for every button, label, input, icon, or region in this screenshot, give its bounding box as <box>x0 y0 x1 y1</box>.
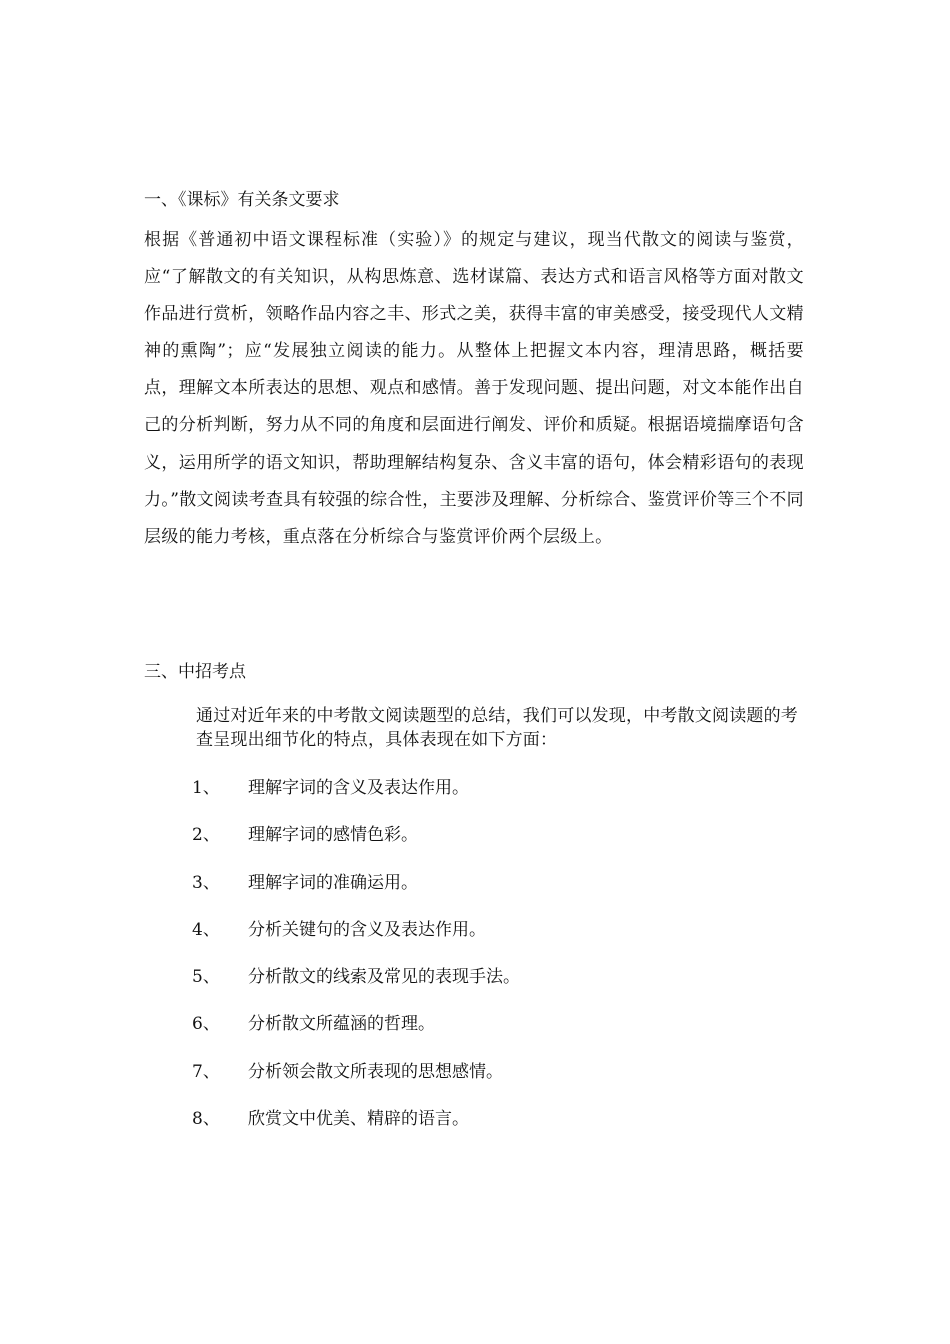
list-item <box>192 918 520 965</box>
section-three-heading: 三、中招考点 <box>144 662 246 682</box>
list-item-number: 1、 <box>192 778 220 798</box>
section-one-heading: 一、《课标》有关条文要求 <box>144 190 340 210</box>
list-item-number: 8、 <box>192 1109 220 1130</box>
list-item <box>192 823 520 870</box>
curriculum-standard-paragraph: 根据《普通初中语文课程标准（实验）》的规定与建议，现当代散文的阅读与鉴赏，应“了解散文的有关知识，从构思炼意、选材谋篇、表达方式和语言风格等方面对散文作品进行赏析，领略作品内容之丰、形式之美，获得丰富的审美感受，接受现代人文精神的熏陶”；应“发展独立阅读的能力。从整体上把握文本内容，理清思路，概括要点，理解文本所表达的思想、观点和感情。善于发现问题、提出问题，对文本能作出自己的分析判断，努力从不同的角度和层面进行阐发、评价和质疑。根据语境揣摩语句含义，运用所学的语文知识，帮助理解结构复杂、含义丰富的语句，体会精彩语句的表现力。”散文阅读考查具有较强的综合性，主要涉及理解、分析综合、鉴赏评价等三个不同层级的能力考核，重点落在分析综合与鉴赏评价两个层级上。 <box>144 230 804 547</box>
list-item-text: 分析领会散文所表现的思想感情。 <box>248 1061 503 1082</box>
list-item <box>192 1107 520 1154</box>
list-item-number: 3、 <box>192 872 220 893</box>
list-item-text: 分析散文的线索及常见的表现手法。 <box>248 967 520 988</box>
list-item-text: 分析散文所蕴涵的哲理。 <box>248 1014 435 1035</box>
list-item <box>192 1060 520 1107</box>
list-item-number: 6、 <box>192 1014 220 1035</box>
list-item-text: 分析关键句的含义及表达作用。 <box>248 919 486 940</box>
list-item-text: 欣赏文中优美、精辟的语言。 <box>248 1109 469 1130</box>
list-item-text: 理解字词的含义及表达作用。 <box>248 778 469 798</box>
exam-points-intro-paragraph: 通过对近年来的中考散文阅读题型的总结，我们可以发现，中考散文阅读题的考查呈现出细节化的特点，具体表现在如下方面： <box>196 706 798 750</box>
list-item-number: 5、 <box>192 967 220 988</box>
list-item <box>192 871 520 918</box>
list-item-text: 理解字词的准确运用。 <box>248 872 418 893</box>
list-item <box>192 776 520 823</box>
exam-points-list <box>192 776 520 1154</box>
list-item <box>192 965 520 1012</box>
list-item <box>192 1012 520 1059</box>
list-item-text: 理解字词的感情色彩。 <box>248 825 418 846</box>
list-item-number: 7、 <box>192 1061 220 1082</box>
list-item-number: 2、 <box>192 825 220 846</box>
list-item-number: 4、 <box>192 919 220 940</box>
